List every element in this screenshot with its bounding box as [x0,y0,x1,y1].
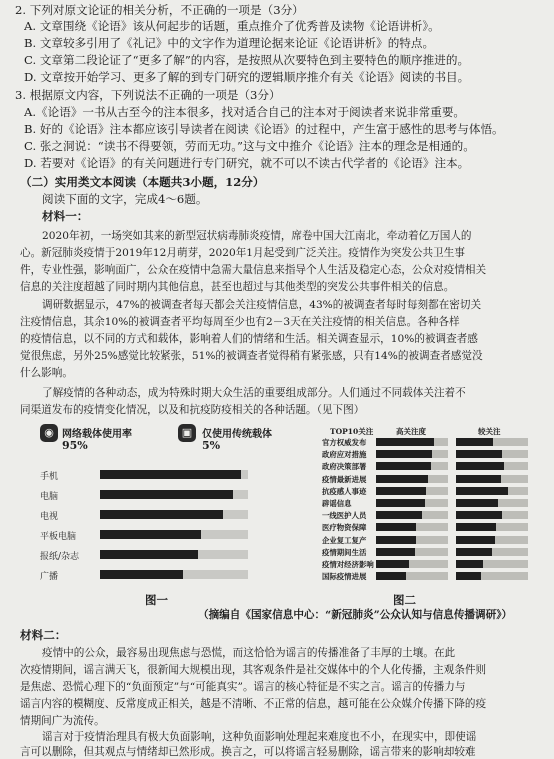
figure1-bar [100,470,241,479]
material1-line: 同渠道发布的疫情变化情况，以及和抗疫防疫相关的各种话题。（见下图） [20,404,365,416]
q3-stem: 3. 根据原文内容，下列说法不正确的一项是（3分） [15,88,281,102]
figure2-row-label: 疫情最新进展 [322,474,367,484]
figure2-bar-b [456,438,493,446]
figure1-bar-track [100,510,248,519]
figure1-bar-track [100,570,248,579]
network-icon: ◉ [40,424,58,442]
figure2-row-label: 医疗物资保障 [322,523,367,533]
material2-line: 是焦虑、恐慌心理下的“负面预定”与“可能真实”。谣言的核心特征是不实之言。谣言的传播力与 [20,681,466,693]
q3-option-d: D. 若要对《论语》的有关问题进行专门研究，就不可以不读古代学者的《论语》注本。 [24,156,470,170]
figure2-row-label: 政府决策部署 [322,462,367,472]
q2-stem: 2. 下列对原文论证的相关分析，不正确的一项是（3分） [15,3,304,17]
figure1-head-left: 网络载体使用率 [62,429,132,440]
material2-line: 谣言对于疫情治理具有极大负面影响，这种负面影响处理起来难度也不小，在现实中，即使谣 [42,731,477,743]
section-heading: （二）实用类文本阅读（本题共3小题，12分） [20,175,265,189]
figure2-row-label: 疫情对经济影响 [322,560,374,569]
material1-line: 调研数据显示，47%的被调查者每天都会关注疫情信息，43%的被调查者每时每刻都在密切关 [42,299,482,311]
figure1-head-right: 仅使用传统载体 [202,429,272,440]
figure1-bar [100,490,233,499]
figure1-pct-left: 95% [62,439,88,452]
figure2-bar-b [456,523,496,531]
figure2-row-label: 一线医护人员 [322,511,367,521]
figure2-bar-a [376,475,428,483]
figure2-bar-b [456,475,501,483]
figure1-bar [100,570,183,579]
figure2-bar-a [376,450,432,458]
material2-line: 言可以删除，但其观点与情绪却已然形成。换言之，可以将谣言轻易删除，谣言带来的影响却较难 [20,746,476,758]
figure2-row-label: 辟谣信息 [322,499,352,508]
figure2-row-label: 抗疫感人事迹 [322,486,367,496]
q2-option-d: D. 文章按开始学习、更多了解的到专门研究的逻辑顺序推介有关《论语》阅读的书目。 [24,70,470,84]
figure2-bar-b [456,462,504,470]
figure2-bar-a [376,560,409,568]
material2-label: 材料二： [20,628,67,642]
figure1-caption: 图一 [145,593,168,607]
figure1-bar-track [100,550,248,559]
material1-line: 的疫情信息，以不同的方式和载体，影响着人们的情绪和生活。相关调查显示，10%的被调查者感 [20,333,478,345]
figure2-bar-a [376,487,426,495]
figure2-col-a: 高关注度 [396,427,426,436]
material2-line: 谣言内容的模糊度、反常度成正相关，越是不清晰、不正常的信息，越可能在公众媒介传播下降的疫 [20,698,487,710]
material1-line: 注疫情信息，其余10%的被调查者平均每周至少也有2－3天在关注疫情的相关信息。各种各样 [20,316,460,328]
figure2-bar-a [376,499,425,507]
figure2-row-label: 官方权威发布 [322,438,367,447]
q3-option-b: B. 好的《论语》注本都应该引导读者在阅读《论语》的过程中，产生富于感性的思考与体悟。 [24,122,504,136]
figure1-bar-track [100,470,248,479]
figure1-bar-label: 电视 [40,512,59,522]
figure2-row-label: 企业复工复产 [322,535,367,545]
material2-line: 疫情中的公众，最容易出现焦虑与恐慌，而这恰恰为谣言的传播准备了丰厚的土壤。在此 [42,647,456,659]
figure2-bar-b [456,487,508,495]
figure2-bar-a [376,523,416,531]
figure1-bar-label: 平板电脑 [40,532,77,542]
figure2-bar-b [456,536,495,544]
figure2-bar-a [376,548,415,556]
q3-option-a: A.《论语》一书从古至今的注本很多，找对适合自己的注本对于阅读者来说非常重要。 [24,105,466,119]
figure2-caption: 图二 [393,593,416,607]
figure1-bar-track [100,490,248,499]
figure2-bar-a [376,572,406,580]
figure2-bar-a [376,536,416,544]
figure1-bar-label: 手机 [40,472,59,482]
q2-option-c: C. 文章第二段论证了“更多了解”的内容，是按照从次要特色到主要特色的顺序推进的。 [24,53,470,67]
figure2-bar-b [456,572,481,580]
figure2-bar-b [456,450,502,458]
figure2-bar-b [456,548,492,556]
figure1-bar-track [100,530,248,539]
figure2-title: TOP10关注 [330,427,374,436]
figure1-bar [100,530,201,539]
figure2-row-label: 疫情期间生活 [322,547,367,557]
material1-line: 信息的关注度超越了同时期内其他信息，甚至也超过与其他类型的突发公共事件相关的信息。 [20,281,455,293]
figure2-col-b: 较关注 [478,427,501,436]
figure2-row-label: 政府应对措施 [322,450,367,460]
figure2-bar-b [456,499,498,507]
figure2-bar-a [376,438,434,446]
figure2-bar-a [376,462,431,470]
material1-line: 心。新冠肺炎疫情于2019年12月萌芽，2020年1月起受到广泛关注。疫情作为突发公共卫生事 [20,247,465,259]
material1-label: 材料一： [42,209,89,223]
material1-line: 件，专业性强，影响面广，公众在疫情中急需大量信息来指导个人生活及稳定心态，公众对疫情相关 [20,264,487,276]
figure1-bar-label: 电脑 [40,492,59,502]
figure1-bar-label: 报纸/杂志 [40,552,80,562]
tv-icon: ▣ [178,424,196,442]
figure2-bar-a [376,511,422,519]
material1-line: 2020年初，一场突如其来的新型冠状病毒肺炎疫情，席卷中国大江南北，牵动着亿万国人的 [42,230,472,242]
figure2-bar-b [456,560,483,568]
material2-line: 次疫情期间，谣言满天飞，很新闻大规模出现，其客观条件是社交媒体中的个人化传播，主观条件则 [20,664,487,676]
figure1-pct-right: 5% [202,439,221,452]
material1-line: 什么影响。 [20,367,73,379]
figure1-bar [100,510,223,519]
source-note: （摘编自《国家信息中心：“新冠肺炎”公众认知与信息传播调研》） [198,609,513,621]
q3-option-c: C. 张之洞说：“读书不得要领，劳而无功。”这与文中推介《论语》注本的理念是相通的。 [24,139,475,153]
figure2-row-label: 国际疫情进展 [322,572,367,582]
q2-option-a: A. 文章围绕《论语》该从何起步的话题，重点推介了优秀普及读物《论语讲析》。 [24,19,440,33]
q2-option-b: B. 文章较多引用了《礼记》中的文字作为道理论据来论证《论语讲析》的特点。 [24,36,435,50]
material2-line: 情期间广为流传。 [20,715,105,727]
figure1-bar [100,550,198,559]
section-instruction: 阅读下面的文字，完成4～6题。 [42,192,208,206]
material1-line: 了解疫情的各种动态，成为特殊时期大众生活的重要组成部分。人们通过不同载体关注着不 [42,387,466,399]
figure1-bar-label: 广播 [40,572,59,582]
figure2-bar-b [456,511,502,519]
material1-line: 觉很焦虑，另外25%感觉比较紧张，51%的被调查者觉得稍有紧张感，只有14%的被调查者感觉没 [20,350,483,362]
